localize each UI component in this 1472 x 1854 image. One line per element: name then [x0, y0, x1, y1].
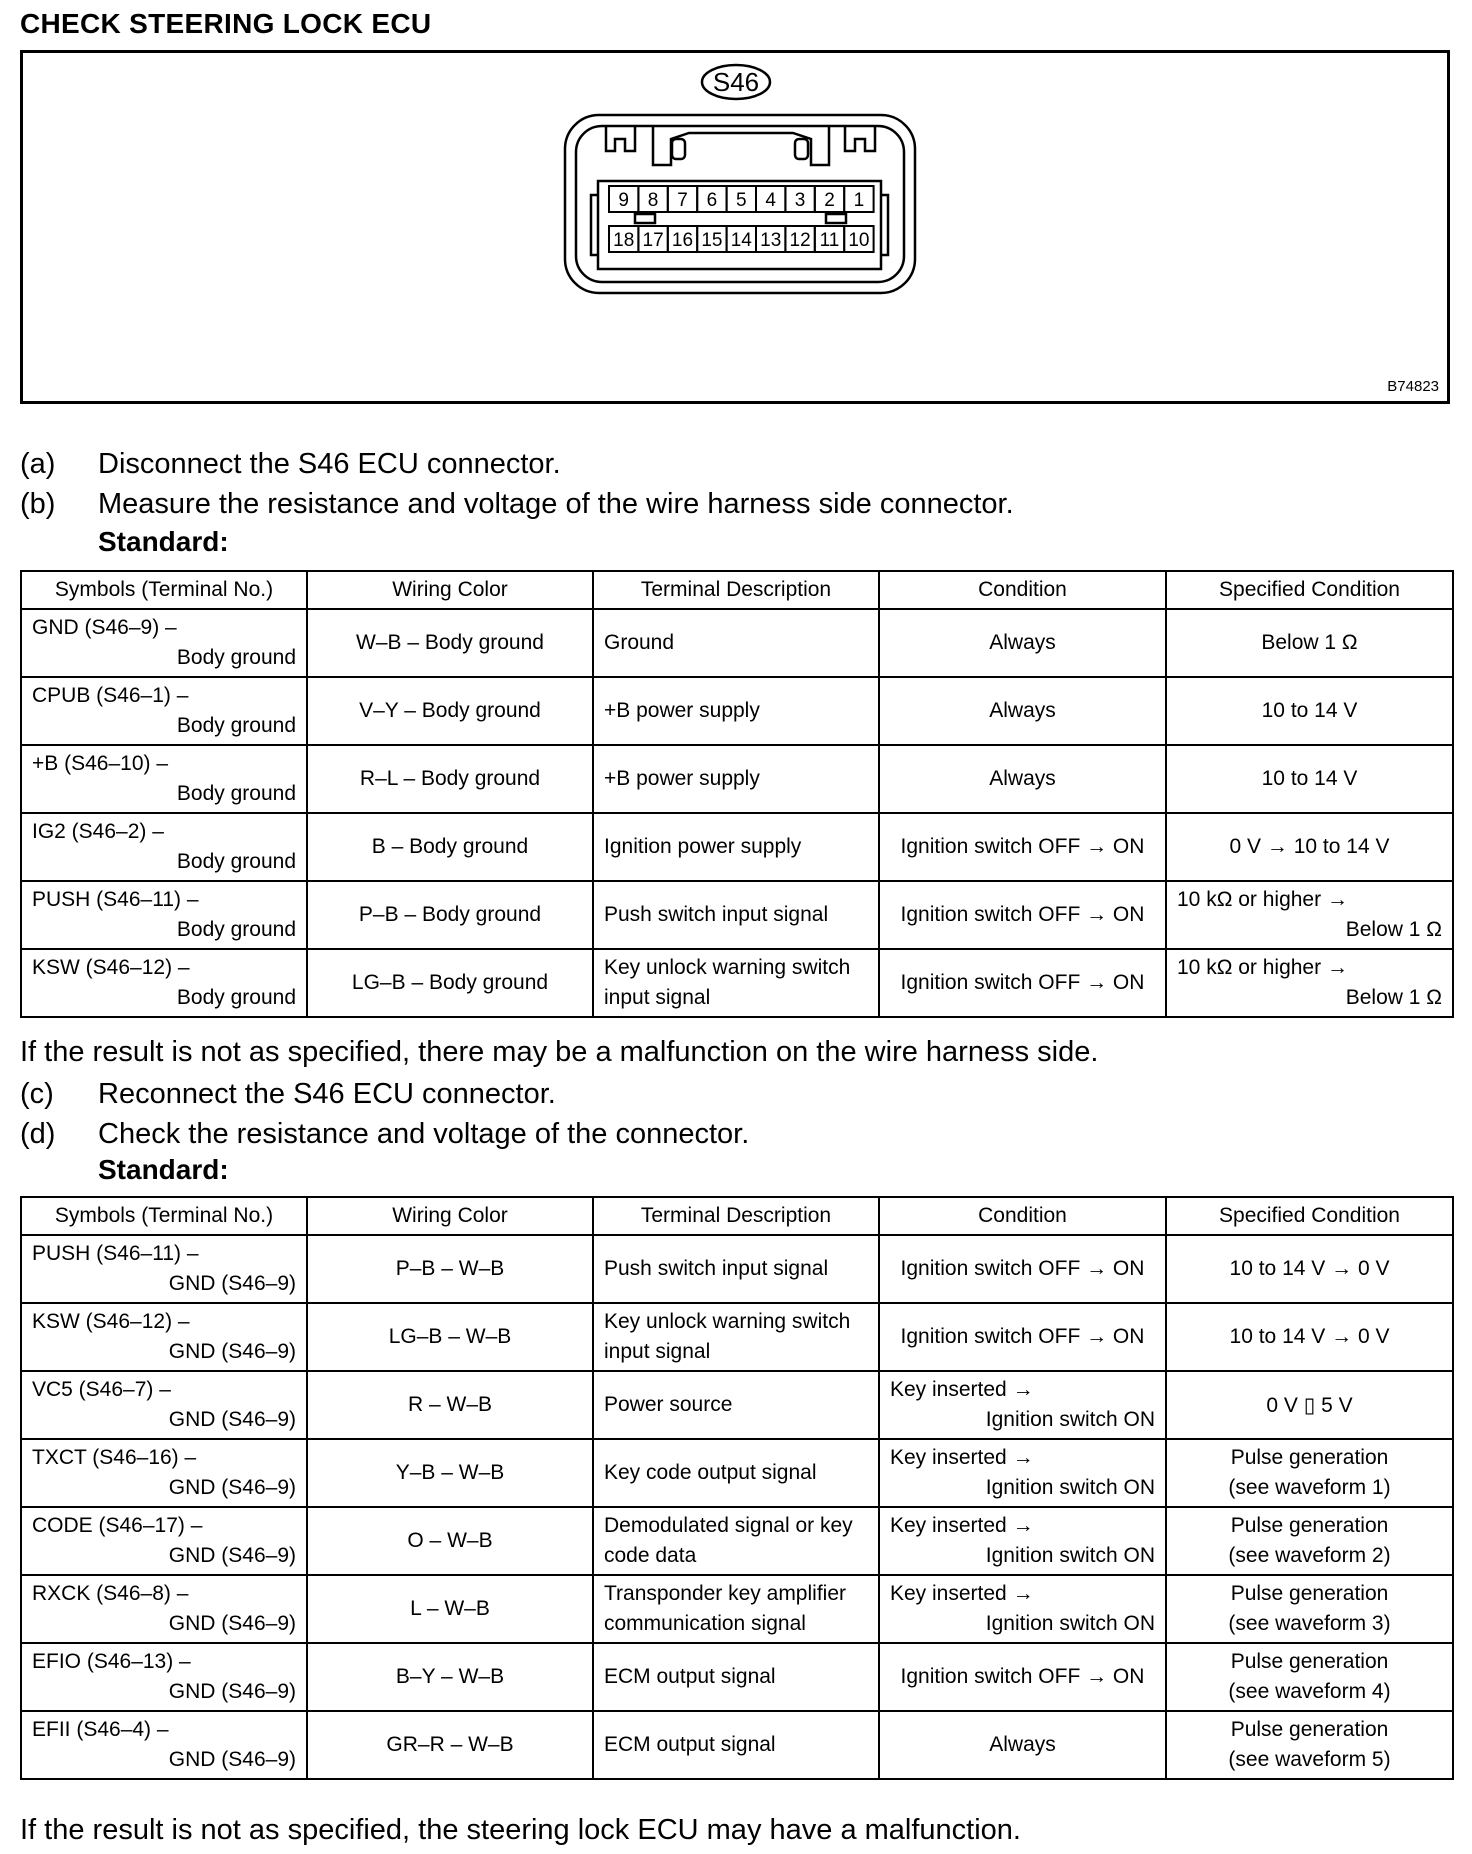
condition-cell: Key inserted → Ignition switch ON — [879, 1371, 1166, 1439]
symbol-cell: KSW (S46–12) – GND (S46–9) — [21, 1303, 307, 1371]
standard-table-2 — [20, 1196, 1454, 1780]
wiring-cell: L – W–B — [307, 1575, 593, 1643]
table-row — [21, 745, 1453, 813]
step-label: (c) — [20, 1078, 54, 1110]
table-header-row — [21, 571, 1453, 609]
pin-number: 1 — [853, 190, 865, 211]
wiring-cell: O – W–B — [307, 1507, 593, 1575]
table-row — [21, 1235, 1453, 1303]
header-specified-condition: Specified Condition — [1166, 1197, 1453, 1235]
standard-label: Standard: — [98, 1154, 229, 1185]
condition-cell: Key inserted → Ignition switch ON — [879, 1507, 1166, 1575]
symbol-cell: CPUB (S46–1) – Body ground — [21, 677, 307, 745]
description-cell: Demodulated signal or key code data — [593, 1507, 879, 1575]
left-latch — [606, 126, 635, 151]
header-terminal-description: Terminal Description — [593, 1197, 879, 1235]
table-row — [21, 813, 1453, 881]
spec-cell: Pulse generation (see waveform 2) — [1166, 1507, 1453, 1575]
spec-cell: 10 to 14 V → 0 V — [1166, 1235, 1453, 1303]
wiring-cell: R – W–B — [307, 1371, 593, 1439]
figure-code: B74823 — [1387, 378, 1439, 395]
step-b — [20, 486, 1014, 522]
pin-number: 6 — [706, 190, 718, 211]
standard-label: Standard: — [98, 526, 229, 557]
spec-cell: 10 kΩ or higher → Below 1 Ω — [1166, 949, 1453, 1017]
symbol-cell: VC5 (S46–7) – GND (S46–9) — [21, 1371, 307, 1439]
pin-number: 16 — [671, 230, 694, 251]
header-symbols: Symbols (Terminal No.) — [21, 1197, 307, 1235]
pin-number: 4 — [765, 190, 776, 211]
right-latch — [845, 126, 875, 151]
step-text: Disconnect the S46 ECU connector. — [98, 448, 561, 480]
header-symbols: Symbols (Terminal No.) — [21, 571, 307, 609]
pin-number: 2 — [824, 190, 835, 211]
wiring-cell: W–B – Body ground — [307, 609, 593, 677]
table-row — [21, 1507, 1453, 1575]
step-c — [20, 1076, 556, 1112]
spec-cell: Pulse generation (see waveform 3) — [1166, 1575, 1453, 1643]
header-terminal-description: Terminal Description — [593, 571, 879, 609]
pin-number: 8 — [647, 190, 659, 211]
spec-cell: 0 V ▯ 5 V — [1166, 1371, 1453, 1439]
spec-cell: 10 to 14 V — [1166, 745, 1453, 813]
description-cell: Ground — [593, 609, 879, 677]
pin-number: 15 — [701, 230, 723, 251]
spec-cell: Pulse generation (see waveform 5) — [1166, 1711, 1453, 1779]
spec-cell: 0 V → 10 to 14 V — [1166, 813, 1453, 881]
step-label: (b) — [20, 488, 56, 520]
pin-number: 7 — [677, 190, 688, 211]
description-cell: Push switch input signal — [593, 881, 879, 949]
spec-cell: 10 to 14 V → 0 V — [1166, 1303, 1453, 1371]
condition-cell: Always — [879, 1711, 1166, 1779]
spec-cell: Below 1 Ω — [1166, 609, 1453, 677]
table-row — [21, 949, 1453, 1017]
header-condition: Condition — [879, 1197, 1166, 1235]
condition-cell: Ignition switch OFF → ON — [879, 881, 1166, 949]
description-cell: Ignition power supply — [593, 813, 879, 881]
right-hook — [795, 139, 808, 159]
step-a — [20, 446, 561, 482]
condition-cell: Key inserted → Ignition switch ON — [879, 1439, 1166, 1507]
table-row — [21, 1643, 1453, 1711]
table-row — [21, 1303, 1453, 1371]
header-condition: Condition — [879, 571, 1166, 609]
symbol-cell: PUSH (S46–11) – Body ground — [21, 881, 307, 949]
step-text: Measure the resistance and voltage of the wire harness side connector. — [98, 488, 1014, 520]
connector-drawing — [23, 53, 1447, 401]
symbol-cell: EFIO (S46–13) – GND (S46–9) — [21, 1643, 307, 1711]
step-text: Reconnect the S46 ECU connector. — [98, 1078, 556, 1110]
pin-number: 11 — [819, 230, 840, 251]
description-cell: +B power supply — [593, 745, 879, 813]
table-row — [21, 1439, 1453, 1507]
pin-number: 10 — [848, 230, 870, 251]
pin-number: 14 — [730, 230, 752, 251]
table-header-row — [21, 1197, 1453, 1235]
description-cell: Key unlock warning switch input signal — [593, 1303, 879, 1371]
header-specified-condition: Specified Condition — [1166, 571, 1453, 609]
spec-cell: 10 to 14 V — [1166, 677, 1453, 745]
pin-number: 13 — [760, 230, 782, 251]
note-ecu-malfunction: If the result is not as specified, the steering lock ECU may have a malfunction. — [20, 1814, 1021, 1846]
description-cell: ECM output signal — [593, 1711, 879, 1779]
header-wiring-color: Wiring Color — [307, 1197, 593, 1235]
symbol-cell: GND (S46–9) – Body ground — [21, 609, 307, 677]
step-d — [20, 1116, 749, 1152]
note-wire-harness: If the result is not as specified, there may be a malfunction on the wire harness side. — [20, 1036, 1099, 1068]
symbol-cell: +B (S46–10) – Body ground — [21, 745, 307, 813]
symbol-cell: KSW (S46–12) – Body ground — [21, 949, 307, 1017]
description-cell: Power source — [593, 1371, 879, 1439]
wiring-cell: GR–R – W–B — [307, 1711, 593, 1779]
wiring-cell: LG–B – W–B — [307, 1303, 593, 1371]
condition-cell: Always — [879, 745, 1166, 813]
condition-cell: Ignition switch OFF → ON — [879, 1303, 1166, 1371]
wiring-cell: B–Y – W–B — [307, 1643, 593, 1711]
symbol-cell: RXCK (S46–8) – GND (S46–9) — [21, 1575, 307, 1643]
condition-cell: Ignition switch OFF → ON — [879, 949, 1166, 1017]
pin-number: 9 — [618, 190, 629, 211]
symbol-cell: EFII (S46–4) – GND (S46–9) — [21, 1711, 307, 1779]
step-label: (d) — [20, 1118, 56, 1150]
table-row — [21, 881, 1453, 949]
wiring-cell: V–Y – Body ground — [307, 677, 593, 745]
standard-table-1 — [20, 570, 1454, 1018]
step-text: Check the resistance and voltage of the connector. — [98, 1118, 750, 1150]
description-cell: Key code output signal — [593, 1439, 879, 1507]
spec-cell: Pulse generation (see waveform 1) — [1166, 1439, 1453, 1507]
pin-number: 17 — [642, 230, 664, 251]
condition-cell: Ignition switch OFF → ON — [879, 813, 1166, 881]
table-row — [21, 609, 1453, 677]
wiring-cell: LG–B – Body ground — [307, 949, 593, 1017]
connector-diagram — [20, 50, 1450, 404]
condition-cell: Key inserted → Ignition switch ON — [879, 1575, 1166, 1643]
header-wiring-color: Wiring Color — [307, 571, 593, 609]
table-row — [21, 1575, 1453, 1643]
description-cell: Push switch input signal — [593, 1235, 879, 1303]
wiring-cell: B – Body ground — [307, 813, 593, 881]
wiring-cell: P–B – W–B — [307, 1235, 593, 1303]
connector-label: S46 — [712, 67, 760, 97]
pin-number: 12 — [789, 230, 811, 251]
condition-cell: Always — [879, 609, 1166, 677]
right-key — [826, 214, 846, 223]
symbol-cell: TXCT (S46–16) – GND (S46–9) — [21, 1439, 307, 1507]
left-hook — [672, 139, 685, 159]
pin-number: 3 — [794, 190, 806, 211]
wiring-cell: P–B – Body ground — [307, 881, 593, 949]
step-label: (a) — [20, 448, 56, 480]
spec-cell: Pulse generation (see waveform 4) — [1166, 1643, 1453, 1711]
condition-cell: Ignition switch OFF → ON — [879, 1235, 1166, 1303]
left-key — [635, 214, 655, 223]
symbol-cell: IG2 (S46–2) – Body ground — [21, 813, 307, 881]
condition-cell: Always — [879, 677, 1166, 745]
symbol-cell: CODE (S46–17) – GND (S46–9) — [21, 1507, 307, 1575]
description-cell: Key unlock warning switch input signal — [593, 949, 879, 1017]
pin-number: 18 — [613, 230, 635, 251]
symbol-cell: PUSH (S46–11) – GND (S46–9) — [21, 1235, 307, 1303]
pin-number: 5 — [736, 190, 747, 211]
description-cell: ECM output signal — [593, 1643, 879, 1711]
spec-cell: 10 kΩ or higher → Below 1 Ω — [1166, 881, 1453, 949]
page-title: CHECK STEERING LOCK ECU — [20, 8, 432, 39]
wiring-cell: R–L – Body ground — [307, 745, 593, 813]
table-row — [21, 1711, 1453, 1779]
table-row — [21, 1371, 1453, 1439]
table-row — [21, 677, 1453, 745]
wiring-cell: Y–B – W–B — [307, 1439, 593, 1507]
description-cell: Transponder key amplifier communication signal — [593, 1575, 879, 1643]
description-cell: +B power supply — [593, 677, 879, 745]
condition-cell: Ignition switch OFF → ON — [879, 1643, 1166, 1711]
